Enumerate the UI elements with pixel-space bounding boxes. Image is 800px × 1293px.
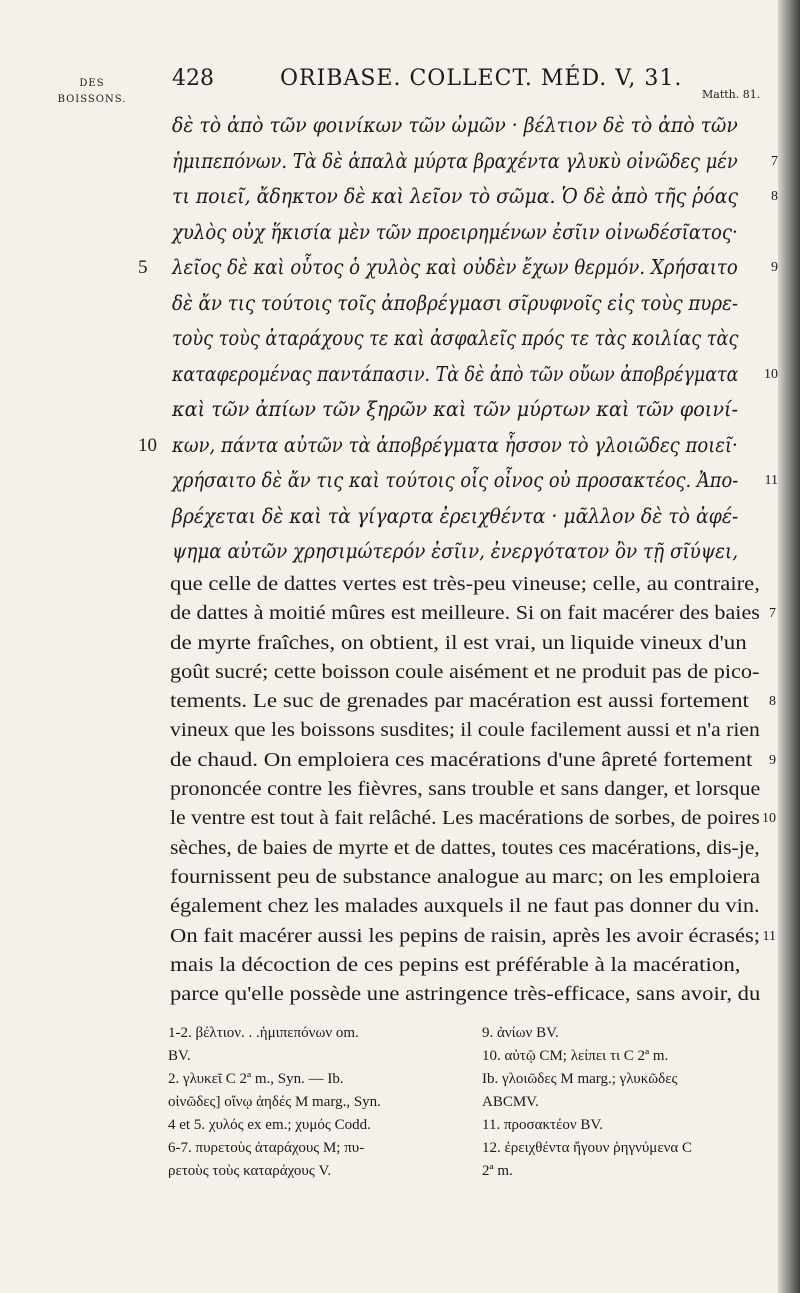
- greek-line-text: χρήσαιτο δὲ ἄν τις καὶ τούτοις οἷς οἶνος οὐ προσακτέος. Ἀπο-: [172, 468, 739, 492]
- french-line: [170, 599, 776, 628]
- french-line-text: mais la décoction de ces pepins est préférable à la macération,: [170, 953, 741, 976]
- french-line: [170, 716, 770, 745]
- french-line: [170, 922, 776, 951]
- greek-line: [172, 215, 772, 251]
- french-line: [170, 658, 770, 687]
- greek-line: [172, 286, 772, 322]
- notes-column-left: [168, 1022, 468, 1183]
- french-line: [170, 775, 770, 804]
- french-line: [170, 834, 770, 863]
- apparatus-note: BV.: [168, 1048, 191, 1064]
- section-number: 8: [771, 189, 778, 204]
- apparatus-note: ABCMV.: [482, 1094, 539, 1110]
- french-line: [170, 570, 770, 599]
- french-line-text: parce qu'elle possède une astringence très-efficace, sans avoir, du: [170, 983, 761, 1006]
- apparatus-note: 1-2. βέλτιον. . .ἡμιπεπόνων om.: [168, 1025, 359, 1041]
- apparatus-note: 12. ἐρειχθέντα ἤγουν ῥηγνύμενα C: [482, 1140, 693, 1156]
- french-line-text: que celle de dattes vertes est très-peu vineuse; celle, au contraire,: [170, 573, 760, 595]
- apparatus-note: 6-7. πυρετοὺς ἀταράχους M; πυ-: [168, 1140, 365, 1156]
- greek-line-text: λεῖος δὲ καὶ οὗτος ὁ χυλὸς καὶ οὐδὲν ἔχων θερμόν. Χρήσαιτο: [172, 255, 738, 279]
- apparatus-note: 2ª m.: [482, 1163, 513, 1179]
- french-line-text: fournissent peu de substance analogue au marc; on les emploiera: [170, 865, 761, 888]
- french-line-text: tements. Le suc de grenades par macération est aussi fortement: [170, 690, 749, 713]
- french-line: [170, 746, 776, 775]
- greek-line-text: κων, πάντα αὐτῶν τὰ ἀποβρέγματα ἧσσον τὸ γλοιῶδες ποιεῖ·: [172, 432, 738, 457]
- section-number: 9: [769, 752, 776, 768]
- apparatus-note: οἰνῶδες] οἴνῳ ἀηδές M marg., Syn.: [168, 1094, 381, 1110]
- section-number: 9: [771, 260, 778, 275]
- greek-line: [172, 392, 772, 428]
- greek-line: [172, 357, 778, 393]
- apparatus-note: Ib. γλοιῶδες M marg.; γλυκῶδες: [482, 1071, 678, 1087]
- edition-reference: Matth. 81.: [702, 88, 761, 101]
- french-line: [170, 951, 770, 980]
- section-number: 10: [762, 811, 776, 827]
- line-number: 5: [138, 257, 148, 278]
- greek-line: [172, 144, 778, 180]
- french-line-text: prononcée contre les fièvres, sans trouble et sans danger, et lorsque: [170, 778, 761, 801]
- greek-line: [172, 108, 772, 144]
- greek-line-text: ψημα αὐτῶν χρησιμώτερόν ἐσῖιν, ἐνεργότατον ὂν τῇ σῖύψει,: [172, 539, 739, 563]
- line-number: 10: [138, 434, 157, 456]
- french-line-text: de dattes à moitié mûres est meilleure. Si on fait macérer des baies: [170, 602, 760, 625]
- running-title: ORIBASE. COLLECT. MÉD. V, 31.: [280, 66, 683, 91]
- greek-line-text: δὲ τὸ ἀπὸ τῶν φοινίκων τῶν ὠμῶν · βέλτιον δὲ τὸ ἀπὸ τῶν: [172, 113, 738, 137]
- french-line-text: le ventre est tout à fait relâché. Les macérations de sorbes, de poires: [170, 807, 760, 830]
- french-line-text: vineux que les boissons susdites; il coule facilement aussi et n'a rien: [170, 719, 760, 742]
- page-number: 428: [172, 66, 214, 91]
- apparatus-note: 9. ἀνίων BV.: [482, 1025, 559, 1041]
- page-edge: [778, 0, 800, 1293]
- notes-column-right: [482, 1022, 780, 1183]
- apparatus-note: 11. προσακτέον BV.: [482, 1117, 604, 1133]
- french-line-text: sèches, de baies de myrte et de dattes, toutes ces macérations, dis-je,: [170, 836, 760, 859]
- section-number: 10: [764, 366, 778, 382]
- apparatus-note: 10. αὐτῷ CM; λείπει τι C 2ª m.: [482, 1048, 669, 1064]
- greek-line: [138, 250, 778, 286]
- french-line-text: également chez les malades auxquels il ne faut pas donner du vin.: [170, 895, 760, 918]
- greek-line-text: τι ποιεῖ, ἄδηκτον δὲ καὶ λεῖον τὸ σῶμα. Ὁ δὲ ἀπὸ τῆς ῥόας: [172, 184, 739, 208]
- french-line-text: de chaud. On emploiera ces macérations d'une âpreté fortement: [170, 748, 753, 771]
- section-number: 7: [769, 606, 776, 622]
- margin-section-label: [52, 76, 132, 108]
- margin-label-line: DES: [79, 78, 105, 89]
- french-line-text: On fait macérer aussi les pepins de raisin, après les avoir écrasés;: [170, 924, 761, 947]
- french-line: [170, 863, 770, 892]
- apparatus-note: 4 et 5. χυλός ex em.; χυμός Codd.: [168, 1117, 371, 1133]
- french-line: [170, 804, 776, 833]
- french-line-text: goût sucré; cette boisson coule aisément et ne produit pas de pico-: [170, 660, 760, 683]
- section-number: 7: [771, 153, 778, 169]
- section-number: 11: [764, 473, 778, 488]
- greek-line-text: ἡμιπεπόνων. Τὰ δὲ ἁπαλὰ μύρτα βραχέντα γλυκὺ οἰνῶδες μέν: [172, 148, 738, 173]
- greek-line: [138, 428, 772, 464]
- greek-line-text: χυλὸς οὐχ ἥκισία μὲν τῶν προειρημένων ἐσῖιν οἰνωδέσῖατος·: [172, 219, 738, 244]
- greek-line: [172, 179, 778, 215]
- apparatus-note: 2. γλυκεῖ C 2ª m., Syn. — Ib.: [168, 1071, 344, 1087]
- greek-line: [172, 534, 772, 570]
- french-line: [170, 687, 776, 716]
- greek-line-text: βρέχεται δὲ καὶ τὰ γίγαρτα ἐρειχθέντα · μᾶλλον δὲ τὸ ἀφέ-: [172, 503, 739, 528]
- french-line-text: de myrte fraîches, on obtient, il est vrai, un liquide vineux d'un: [170, 631, 747, 654]
- french-translation: [170, 570, 776, 1009]
- margin-label-line: BOISSONS.: [57, 94, 127, 105]
- greek-line: [172, 463, 778, 499]
- french-line: [170, 629, 770, 658]
- section-number: 11: [762, 928, 776, 944]
- greek-line: [172, 499, 772, 535]
- greek-text: [138, 108, 778, 570]
- greek-line-text: καὶ τῶν ἀπίων τῶν ξηρῶν καὶ τῶν μύρτων καὶ τῶν φοινί-: [172, 397, 739, 421]
- greek-line-text: δὲ ἄν τις τούτοις τοῖς ἀποβρέγμασι σῖρυφνοῖς εἰς τοὺς πυρε-: [172, 290, 739, 315]
- greek-line-text: τοὺς τοὺς ἀταράχους τε καὶ ἀσφαλεῖς πρός τε τὰς κοιλίας τὰς: [172, 326, 739, 350]
- section-number: 8: [769, 694, 776, 710]
- french-line: [170, 980, 770, 1009]
- french-line: [170, 892, 770, 921]
- greek-line: [172, 321, 772, 357]
- greek-line-text: καταφερομένας παντάπασιν. Τὰ δὲ ἀπὸ τῶν οὔων ἀποβρέγματα: [172, 361, 739, 386]
- apparatus-note: ρετοὺς τοὺς καταράχους V.: [168, 1163, 332, 1179]
